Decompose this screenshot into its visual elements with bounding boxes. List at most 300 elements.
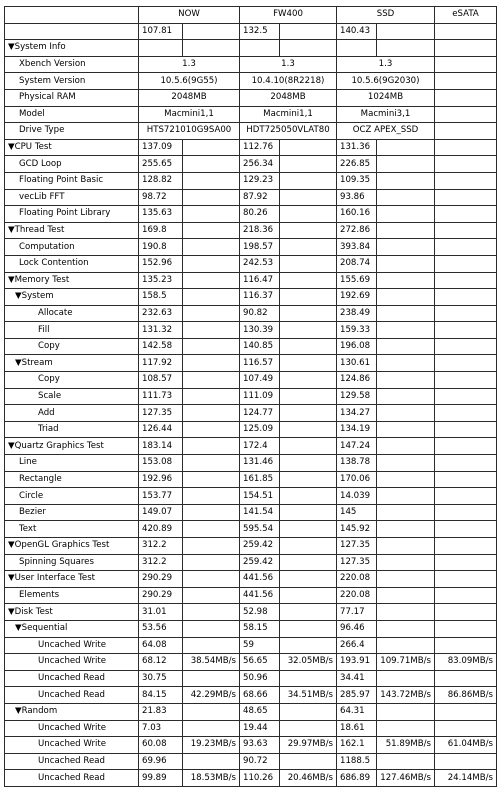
rate-cell xyxy=(183,488,240,505)
score-cell: 125.09 xyxy=(240,421,280,438)
score-cell: 131.36 xyxy=(337,139,377,156)
score-cell xyxy=(337,40,377,57)
score-cell: 192.96 xyxy=(139,471,183,488)
table-cell: 1024MB xyxy=(337,89,435,106)
score-cell: 111.09 xyxy=(240,388,280,405)
score-cell: 14.039 xyxy=(337,488,377,505)
rate-cell xyxy=(435,604,497,621)
rate-cell xyxy=(377,23,435,40)
score-cell: 134.27 xyxy=(337,405,377,422)
rate-cell xyxy=(183,40,240,57)
rate-cell xyxy=(435,421,497,438)
row-label: vecLib FFT xyxy=(5,189,139,206)
rate-cell xyxy=(183,239,240,256)
table-row xyxy=(5,40,497,57)
score-cell: 126.44 xyxy=(139,421,183,438)
rate-cell xyxy=(435,139,497,156)
rate-cell xyxy=(435,571,497,588)
rate-cell xyxy=(435,272,497,289)
score-cell: 159.33 xyxy=(337,322,377,339)
row-label: ▼Memory Test xyxy=(5,272,139,289)
row-label: Uncached Write xyxy=(5,720,139,737)
rate-cell xyxy=(280,521,337,538)
rate-cell xyxy=(435,720,497,737)
rate-cell xyxy=(377,620,435,637)
row-label: GCD Loop xyxy=(5,156,139,173)
score-cell: 107.49 xyxy=(240,372,280,389)
rate-cell xyxy=(183,521,240,538)
score-cell: 441.56 xyxy=(240,571,280,588)
score-cell: 183.14 xyxy=(139,438,183,455)
score-cell: 220.08 xyxy=(337,571,377,588)
table-row xyxy=(5,687,497,704)
row-label: Xbench Version xyxy=(5,56,139,73)
rate-cell xyxy=(435,438,497,455)
score-cell: 96.46 xyxy=(337,620,377,637)
row-label: Drive Type xyxy=(5,123,139,140)
score-cell: 127.35 xyxy=(337,554,377,571)
rate-cell xyxy=(435,554,497,571)
table-row xyxy=(5,670,497,687)
row-label: Elements xyxy=(5,587,139,604)
score-cell: 68.12 xyxy=(139,654,183,671)
rate-cell xyxy=(377,604,435,621)
score-cell: 137.09 xyxy=(139,139,183,156)
rate-cell: 61.04MB/s xyxy=(435,737,497,754)
score-cell: 64.08 xyxy=(139,637,183,654)
score-cell: 208.74 xyxy=(337,255,377,272)
score-cell: 52.98 xyxy=(240,604,280,621)
rate-cell xyxy=(280,720,337,737)
score-cell: 132.5 xyxy=(240,23,280,40)
rate-cell xyxy=(435,289,497,306)
table-row xyxy=(5,388,497,405)
score-cell: 18.61 xyxy=(337,720,377,737)
row-label: Spinning Squares xyxy=(5,554,139,571)
rate-cell xyxy=(377,753,435,770)
score-cell: 93.86 xyxy=(337,189,377,206)
rate-cell xyxy=(435,206,497,223)
table-row xyxy=(5,587,497,604)
table-row xyxy=(5,206,497,223)
rate-cell xyxy=(377,488,435,505)
row-label: Triad xyxy=(5,421,139,438)
rate-cell xyxy=(183,272,240,289)
score-cell: 53.56 xyxy=(139,620,183,637)
rate-cell xyxy=(280,172,337,189)
table-cell xyxy=(435,106,497,123)
column-header: SSD xyxy=(337,7,435,24)
score-cell: 192.69 xyxy=(337,289,377,306)
score-cell: 145.92 xyxy=(337,521,377,538)
table-row xyxy=(5,272,497,289)
rate-cell xyxy=(435,156,497,173)
row-label: ▼System Info xyxy=(5,40,139,57)
table-row xyxy=(5,156,497,173)
header-corner xyxy=(5,7,139,24)
score-cell xyxy=(139,40,183,57)
score-cell: 256.34 xyxy=(240,156,280,173)
rate-cell xyxy=(377,338,435,355)
score-cell: 7.03 xyxy=(139,720,183,737)
rate-cell xyxy=(280,504,337,521)
table-row xyxy=(5,471,497,488)
row-label: Uncached Write xyxy=(5,637,139,654)
table-cell: Macmini1,1 xyxy=(240,106,337,123)
row-label: Bezier xyxy=(5,504,139,521)
row-label: Copy xyxy=(5,338,139,355)
score-cell: 140.43 xyxy=(337,23,377,40)
score-cell: 147.24 xyxy=(337,438,377,455)
row-label: ▼System xyxy=(5,289,139,306)
rate-cell xyxy=(435,372,497,389)
rate-cell: 143.72MB/s xyxy=(377,687,435,704)
row-label: ▼CPU Test xyxy=(5,139,139,156)
rate-cell xyxy=(435,222,497,239)
table-row xyxy=(5,139,497,156)
rate-cell: 19.23MB/s xyxy=(183,737,240,754)
column-header: NOW xyxy=(139,7,240,24)
score-cell: 21.83 xyxy=(139,703,183,720)
score-cell: 50.96 xyxy=(240,670,280,687)
rate-cell: 127.46MB/s xyxy=(377,770,435,787)
table-cell xyxy=(435,89,497,106)
score-cell: 393.84 xyxy=(337,239,377,256)
score-cell: 152.96 xyxy=(139,255,183,272)
score-cell: 170.06 xyxy=(337,471,377,488)
row-label: Model xyxy=(5,106,139,123)
score-cell: 129.23 xyxy=(240,172,280,189)
table-row xyxy=(5,89,497,106)
row-label: Physical RAM xyxy=(5,89,139,106)
rate-cell xyxy=(377,703,435,720)
rate-cell xyxy=(183,156,240,173)
score-cell: 31.01 xyxy=(139,604,183,621)
rate-cell xyxy=(280,255,337,272)
rate-cell xyxy=(377,239,435,256)
row-label xyxy=(5,23,139,40)
score-cell: 218.36 xyxy=(240,222,280,239)
rate-cell xyxy=(377,40,435,57)
table-row xyxy=(5,289,497,306)
rate-cell xyxy=(183,438,240,455)
rate-cell xyxy=(435,521,497,538)
table-row xyxy=(5,123,497,140)
rate-cell xyxy=(183,289,240,306)
rate-cell xyxy=(280,239,337,256)
score-cell: 19.44 xyxy=(240,720,280,737)
row-label: Add xyxy=(5,405,139,422)
score-cell: 172.4 xyxy=(240,438,280,455)
row-label: ▼OpenGL Graphics Test xyxy=(5,538,139,555)
table-row xyxy=(5,455,497,472)
table-row xyxy=(5,737,497,754)
score-cell: 58.15 xyxy=(240,620,280,637)
table-cell: Macmini1,1 xyxy=(139,106,240,123)
rate-cell xyxy=(377,289,435,306)
rate-cell xyxy=(280,272,337,289)
rate-cell xyxy=(280,554,337,571)
row-label: ▼Thread Test xyxy=(5,222,139,239)
table-cell: 1.3 xyxy=(139,56,240,73)
table-row xyxy=(5,305,497,322)
score-cell: 129.58 xyxy=(337,388,377,405)
rate-cell xyxy=(377,538,435,555)
benchmark-table xyxy=(4,6,497,787)
score-cell: 108.57 xyxy=(139,372,183,389)
row-label: ▼Disk Test xyxy=(5,604,139,621)
table-row xyxy=(5,753,497,770)
rate-cell: 83.09MB/s xyxy=(435,654,497,671)
rate-cell xyxy=(280,139,337,156)
score-cell: 116.47 xyxy=(240,272,280,289)
table-row xyxy=(5,770,497,787)
table-row xyxy=(5,338,497,355)
rate-cell xyxy=(435,338,497,355)
rate-cell: 38.54MB/s xyxy=(183,654,240,671)
table-cell: 2048MB xyxy=(139,89,240,106)
rate-cell xyxy=(183,571,240,588)
rate-cell xyxy=(435,587,497,604)
row-label: Floating Point Basic xyxy=(5,172,139,189)
row-label: Copy xyxy=(5,372,139,389)
score-cell: 290.29 xyxy=(139,571,183,588)
rate-cell xyxy=(377,504,435,521)
rate-cell xyxy=(183,753,240,770)
table-row xyxy=(5,322,497,339)
rate-cell xyxy=(377,438,435,455)
score-cell: 131.46 xyxy=(240,455,280,472)
table-cell: 2048MB xyxy=(240,89,337,106)
score-cell: 60.08 xyxy=(139,737,183,754)
rate-cell xyxy=(183,372,240,389)
rate-cell xyxy=(183,587,240,604)
row-label: Uncached Read xyxy=(5,670,139,687)
rate-cell xyxy=(280,421,337,438)
rate-cell xyxy=(280,355,337,372)
table-row xyxy=(5,604,497,621)
rate-cell xyxy=(377,322,435,339)
rate-cell xyxy=(280,538,337,555)
score-cell: 87.92 xyxy=(240,189,280,206)
table-row xyxy=(5,255,497,272)
score-cell: 135.23 xyxy=(139,272,183,289)
rate-cell: 32.05MB/s xyxy=(280,654,337,671)
rate-cell xyxy=(377,272,435,289)
row-label: Lock Contention xyxy=(5,255,139,272)
score-cell: 84.15 xyxy=(139,687,183,704)
table-row xyxy=(5,654,497,671)
score-cell: 226.85 xyxy=(337,156,377,173)
rate-cell xyxy=(183,637,240,654)
score-cell: 595.54 xyxy=(240,521,280,538)
rate-cell xyxy=(183,305,240,322)
rate-cell xyxy=(183,620,240,637)
rate-cell xyxy=(377,388,435,405)
rate-cell xyxy=(183,206,240,223)
rate-cell xyxy=(183,172,240,189)
rate-cell: 86.86MB/s xyxy=(435,687,497,704)
score-cell: 59 xyxy=(240,637,280,654)
table-cell xyxy=(435,123,497,140)
rate-cell xyxy=(435,239,497,256)
rate-cell xyxy=(183,23,240,40)
row-label: Floating Point Library xyxy=(5,206,139,223)
rate-cell xyxy=(183,338,240,355)
score-cell: 127.35 xyxy=(139,405,183,422)
rate-cell: 109.71MB/s xyxy=(377,654,435,671)
row-label: Uncached Read xyxy=(5,753,139,770)
rate-cell xyxy=(183,421,240,438)
rate-cell xyxy=(280,670,337,687)
row-label: ▼Random xyxy=(5,703,139,720)
table-row xyxy=(5,421,497,438)
rate-cell xyxy=(280,322,337,339)
score-cell: 242.53 xyxy=(240,255,280,272)
score-cell: 131.32 xyxy=(139,322,183,339)
rate-cell xyxy=(377,189,435,206)
rate-cell xyxy=(435,471,497,488)
rate-cell xyxy=(280,438,337,455)
rate-cell xyxy=(280,338,337,355)
rate-cell xyxy=(280,40,337,57)
rate-cell xyxy=(435,753,497,770)
rate-cell xyxy=(377,637,435,654)
score-cell: 190.8 xyxy=(139,239,183,256)
table-row xyxy=(5,172,497,189)
row-label: Computation xyxy=(5,239,139,256)
score-cell: 135.63 xyxy=(139,206,183,223)
rate-cell xyxy=(435,355,497,372)
table-cell: 10.5.6(9G2030) xyxy=(337,73,435,90)
rate-cell xyxy=(183,670,240,687)
rate-cell xyxy=(183,255,240,272)
table-cell xyxy=(435,73,497,90)
column-header: FW400 xyxy=(240,7,337,24)
rate-cell xyxy=(280,156,337,173)
score-cell: 238.49 xyxy=(337,305,377,322)
rate-cell xyxy=(280,637,337,654)
rate-cell xyxy=(377,355,435,372)
rate-cell xyxy=(280,471,337,488)
rate-cell xyxy=(435,703,497,720)
rate-cell xyxy=(435,255,497,272)
table-cell: OCZ APEX_SSD xyxy=(337,123,435,140)
score-cell: 160.16 xyxy=(337,206,377,223)
score-cell: 99.89 xyxy=(139,770,183,787)
score-cell: 93.63 xyxy=(240,737,280,754)
score-cell: 90.72 xyxy=(240,753,280,770)
score-cell: 259.42 xyxy=(240,538,280,555)
rate-cell xyxy=(435,189,497,206)
rate-cell xyxy=(280,189,337,206)
rate-cell xyxy=(183,720,240,737)
score-cell: 272.86 xyxy=(337,222,377,239)
table-cell: 1.3 xyxy=(337,56,435,73)
rate-cell xyxy=(377,554,435,571)
score-cell: 141.54 xyxy=(240,504,280,521)
score-cell: 127.35 xyxy=(337,538,377,555)
rate-cell xyxy=(280,455,337,472)
table-row xyxy=(5,488,497,505)
table-cell xyxy=(435,56,497,73)
score-cell: 138.78 xyxy=(337,455,377,472)
table-row xyxy=(5,189,497,206)
rate-cell xyxy=(377,139,435,156)
rate-cell xyxy=(435,172,497,189)
score-cell: 107.81 xyxy=(139,23,183,40)
table-cell: HTS721010G9SA00 xyxy=(139,123,240,140)
score-cell: 266.4 xyxy=(337,637,377,654)
rate-cell: 42.29MB/s xyxy=(183,687,240,704)
table-row xyxy=(5,703,497,720)
score-cell: 30.75 xyxy=(139,670,183,687)
rate-cell xyxy=(377,571,435,588)
score-cell: 441.56 xyxy=(240,587,280,604)
rate-cell: 51.89MB/s xyxy=(377,737,435,754)
rate-cell xyxy=(280,372,337,389)
rate-cell xyxy=(280,571,337,588)
rate-cell xyxy=(377,206,435,223)
score-cell: 69.96 xyxy=(139,753,183,770)
table-row xyxy=(5,720,497,737)
score-cell xyxy=(240,40,280,57)
rate-cell xyxy=(435,455,497,472)
rate-cell xyxy=(183,322,240,339)
rate-cell xyxy=(183,388,240,405)
score-cell: 77.17 xyxy=(337,604,377,621)
table-row xyxy=(5,73,497,90)
rate-cell xyxy=(280,222,337,239)
table-row xyxy=(5,372,497,389)
score-cell: 80.26 xyxy=(240,206,280,223)
rate-cell xyxy=(435,388,497,405)
table-body xyxy=(5,7,497,787)
row-label: Uncached Read xyxy=(5,770,139,787)
score-cell: 155.69 xyxy=(337,272,377,289)
score-cell: 142.58 xyxy=(139,338,183,355)
score-cell: 232.63 xyxy=(139,305,183,322)
row-label: ▼Stream xyxy=(5,355,139,372)
table-row xyxy=(5,637,497,654)
rate-cell xyxy=(377,587,435,604)
table-row xyxy=(5,571,497,588)
rate-cell xyxy=(435,538,497,555)
rate-cell xyxy=(377,670,435,687)
score-cell: 124.86 xyxy=(337,372,377,389)
score-cell: 117.92 xyxy=(139,355,183,372)
score-cell: 56.65 xyxy=(240,654,280,671)
rate-cell xyxy=(183,554,240,571)
score-cell: 112.76 xyxy=(240,139,280,156)
rate-cell xyxy=(280,388,337,405)
rate-cell xyxy=(377,255,435,272)
rate-cell xyxy=(435,620,497,637)
rate-cell xyxy=(435,322,497,339)
score-cell: 90.82 xyxy=(240,305,280,322)
rate-cell xyxy=(377,305,435,322)
table-row xyxy=(5,554,497,571)
score-cell: 124.77 xyxy=(240,405,280,422)
table-row xyxy=(5,239,497,256)
score-cell: 154.51 xyxy=(240,488,280,505)
score-cell: 169.8 xyxy=(139,222,183,239)
table-cell: Macmini3,1 xyxy=(337,106,435,123)
table-cell: 10.5.6(9G55) xyxy=(139,73,240,90)
rate-cell xyxy=(377,172,435,189)
table-row xyxy=(5,106,497,123)
rate-cell xyxy=(435,40,497,57)
